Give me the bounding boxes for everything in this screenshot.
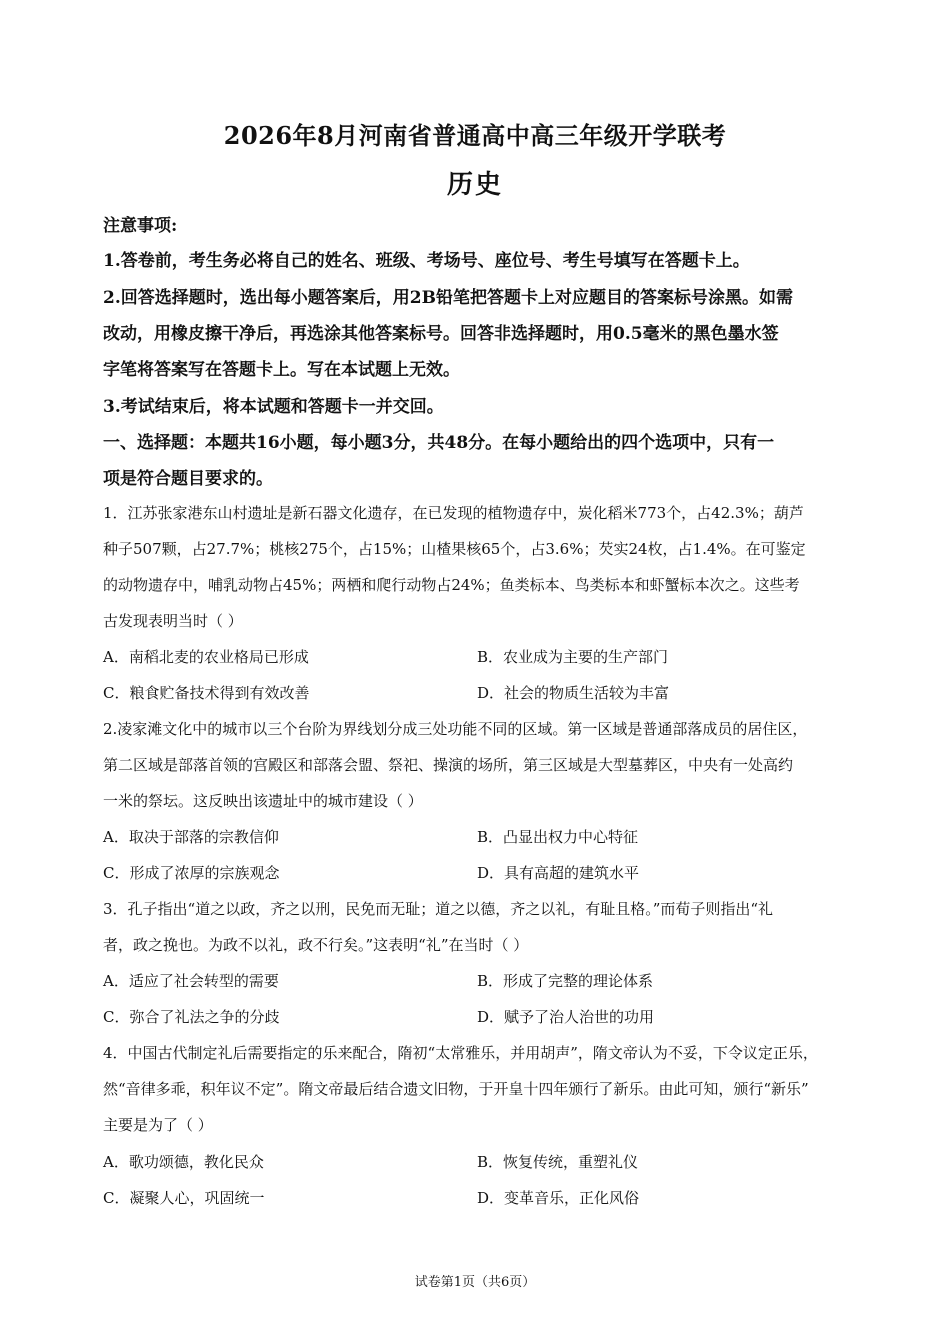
notice-line: 改动，用橡皮擦干净后，再选涂其他答案标号。回答非选择题时，用0.5毫米的黑色墨水签 bbox=[103, 324, 779, 344]
question-2-option-b: B．凸显出权力中心特征 bbox=[477, 828, 639, 846]
question-1-option-c: C．粮食贮备技术得到有效改善 bbox=[103, 684, 310, 702]
question-1-option-b: B．农业成为主要的生产部门 bbox=[477, 648, 669, 666]
question-3-option-b: B．形成了完整的理论体系 bbox=[477, 972, 654, 990]
notice-line: 3.考试结束后，将本试题和答题卡一并交回。 bbox=[103, 397, 444, 417]
question-4-option-b: B．恢复传统，重塑礼仪 bbox=[477, 1153, 639, 1171]
section-heading: 项是符合题目要求的。 bbox=[103, 469, 273, 489]
question-1-option-d: D．社会的物质生活较为丰富 bbox=[477, 684, 670, 702]
question-4-stem: 4．中国古代制定礼后需要指定的乐来配合，隋初“太常雅乐，并用胡声”，隋文帝认为不妥，下令议定正乐， bbox=[103, 1044, 818, 1062]
question-1-stem: 的动物遗存中，哺乳动物占45%；两栖和爬行动物占24%；鱼类标本、鸟类标本和虾蟹标本次之。这些考 bbox=[103, 576, 800, 594]
question-2-stem: 一米的祭坛。这反映出该遗址中的城市建设（ ） bbox=[103, 792, 423, 810]
question-3-option-a: A．适应了社会转型的需要 bbox=[103, 972, 279, 990]
question-4-option-c: C．凝聚人心，巩固统一 bbox=[103, 1189, 265, 1207]
section-heading: 一、选择题：本题共16小题，每小题3分，共48分。在每小题给出的四个选项中，只有一 bbox=[103, 433, 775, 453]
question-2-stem: 第二区域是部落首领的宫殿区和部落会盟、祭祀、操演的场所，第三区域是大型墓葬区，中央有一处高约 bbox=[103, 756, 794, 774]
notice-line: 字笔将答案写在答题卡上。写在本试题上无效。 bbox=[103, 360, 460, 380]
notice-heading: 注意事项: bbox=[103, 216, 178, 236]
question-3-option-d: D．赋予了治人治世的功用 bbox=[477, 1008, 655, 1026]
question-1-stem: 种子507颗，占27.7%；桃核275个，占15%；山楂果核65个，占3.6%；芡实24枚，占1.4%。在可鉴定 bbox=[103, 540, 806, 558]
question-4-stem: 然“音律多乖，积年议不定”。隋文帝最后结合遗文旧物，于开皇十四年颁行了新乐。由此可知，颁行“新乐” bbox=[103, 1080, 809, 1098]
question-3-stem: 者，政之挽也。为政不以礼，政不行矣。”这表明“礼”在当时（ ） bbox=[103, 936, 529, 954]
question-1-stem: 古发现表明当时（ ） bbox=[103, 612, 243, 630]
question-2-option-c: C．形成了浓厚的宗族观念 bbox=[103, 864, 280, 882]
question-2-stem: 2.凌家滩文化中的城市以三个台阶为界线划分成三处功能不同的区域。第一区域是普通部落成员的居住区， bbox=[103, 720, 808, 738]
question-3-option-c: C．弥合了礼法之争的分歧 bbox=[103, 1008, 280, 1026]
question-4-stem: 主要是为了（ ） bbox=[103, 1116, 213, 1134]
exam-title: 2026年8月河南省普通高中高三年级开学联考 bbox=[223, 121, 727, 150]
question-1-option-a: A．南稻北麦的农业格局已形成 bbox=[103, 648, 309, 666]
notice-line: 2.回答选择题时，选出每小题答案后，用2B铅笔把答题卡上对应题目的答案标号涂黑。如需 bbox=[103, 288, 793, 308]
page-footer: 试卷第1页（共6页） bbox=[414, 1275, 536, 1290]
question-1-stem: 1．江苏张家港东山村遗址是新石器文化遗存，在已发现的植物遗存中，炭化稻米773个，占42.3%；葫芦 bbox=[103, 504, 804, 522]
question-4-option-a: A．歌功颂德，教化民众 bbox=[103, 1153, 264, 1171]
question-3-stem: 3．孔子指出“道之以政，齐之以刑，民免而无耻；道之以德，齐之以礼，有耻且格。”而荀子则指出“礼 bbox=[103, 900, 774, 918]
question-2-option-a: A．取决于部落的宗教信仰 bbox=[103, 828, 279, 846]
exam-subject: 历史 bbox=[446, 170, 503, 200]
question-2-option-d: D．具有高超的建筑水平 bbox=[477, 864, 640, 882]
question-4-option-d: D．变革音乐，正化风俗 bbox=[477, 1189, 640, 1207]
notice-line: 1.答卷前，考生务必将自己的姓名、班级、考场号、座位号、考生号填写在答题卡上。 bbox=[103, 251, 750, 271]
